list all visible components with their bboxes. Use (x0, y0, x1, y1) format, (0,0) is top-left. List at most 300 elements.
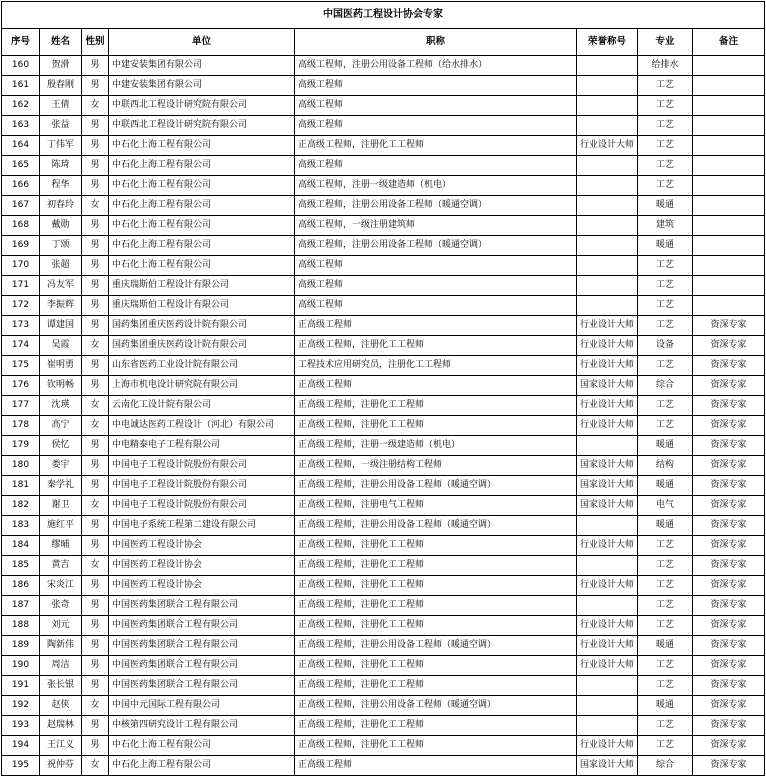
cell-gender: 男 (82, 516, 109, 536)
cell-gender: 女 (82, 396, 109, 416)
table-row (2, 556, 765, 576)
cell-specialty: 给排水 (638, 56, 693, 76)
cell-honor (577, 516, 638, 536)
cell-index: 177 (2, 396, 40, 416)
cell-remark: 资深专家 (693, 736, 765, 756)
cell-gender: 男 (82, 296, 109, 316)
table-row (2, 636, 765, 656)
cell-index: 191 (2, 676, 40, 696)
cell-honor: 行业设计大师 (577, 316, 638, 336)
table-row (2, 736, 765, 756)
cell-remark: 资深专家 (693, 616, 765, 636)
cell-index: 183 (2, 516, 40, 536)
cell-honor (577, 56, 638, 76)
cell-organization: 中石化上海工程有限公司 (109, 756, 295, 776)
cell-honor: 行业设计大师 (577, 616, 638, 636)
cell-remark: 资深专家 (693, 336, 765, 356)
cell-name: 王倩 (40, 96, 82, 116)
cell-index: 166 (2, 176, 40, 196)
table-row (2, 516, 765, 536)
cell-title: 正高级工程师，注册化工工程师 (295, 576, 577, 596)
cell-name: 丁伟军 (40, 136, 82, 156)
cell-name: 陈琦 (40, 156, 82, 176)
cell-honor (577, 696, 638, 716)
experts-table (1, 1, 765, 776)
cell-gender: 男 (82, 596, 109, 616)
cell-organization: 中国医药集团联合工程有限公司 (109, 676, 295, 696)
cell-organization: 中石化上海工程有限公司 (109, 196, 295, 216)
cell-remark (693, 296, 765, 316)
cell-gender: 男 (82, 476, 109, 496)
cell-honor (577, 196, 638, 216)
cell-title: 正高级工程师 (295, 316, 577, 336)
cell-title: 正高级工程师，注册电气工程师 (295, 496, 577, 516)
cell-title: 高级工程师 (295, 76, 577, 96)
cell-gender: 男 (82, 276, 109, 296)
cell-title: 高级工程师，注册一级建造师（机电） (295, 176, 577, 196)
cell-remark (693, 116, 765, 136)
cell-remark (693, 236, 765, 256)
cell-specialty: 设备 (638, 336, 693, 356)
cell-index: 189 (2, 636, 40, 656)
cell-honor (577, 596, 638, 616)
cell-gender: 女 (82, 756, 109, 776)
table-row (2, 76, 765, 96)
cell-honor (577, 156, 638, 176)
cell-remark: 资深专家 (693, 716, 765, 736)
cell-organization: 国药集团重庆医药设计院有限公司 (109, 316, 295, 336)
cell-remark: 资深专家 (693, 456, 765, 476)
cell-gender: 女 (82, 196, 109, 216)
table-row (2, 436, 765, 456)
cell-organization: 国药集团重庆医药设计院有限公司 (109, 336, 295, 356)
cell-title: 正高级工程师，注册公用设备工程师（暖通空调） (295, 696, 577, 716)
table-row (2, 496, 765, 516)
cell-remark (693, 156, 765, 176)
cell-name: 吴霞 (40, 336, 82, 356)
cell-organization: 中石化上海工程有限公司 (109, 236, 295, 256)
cell-honor (577, 256, 638, 276)
cell-remark: 资深专家 (693, 516, 765, 536)
cell-honor: 国家设计大师 (577, 476, 638, 496)
cell-specialty: 工艺 (638, 256, 693, 276)
table-row (2, 476, 765, 496)
cell-index: 176 (2, 376, 40, 396)
cell-index: 171 (2, 276, 40, 296)
table-row (2, 656, 765, 676)
cell-name: 张益 (40, 116, 82, 136)
cell-name: 陶新伟 (40, 636, 82, 656)
cell-title: 正高级工程师，注册化工工程师 (295, 556, 577, 576)
cell-name: 侯忆 (40, 436, 82, 456)
table-row (2, 236, 765, 256)
table-row (2, 756, 765, 776)
cell-name: 冯友军 (40, 276, 82, 296)
table-row (2, 336, 765, 356)
col-header-organization: 单位 (109, 29, 295, 56)
cell-name: 周洁 (40, 656, 82, 676)
cell-specialty: 工艺 (638, 156, 693, 176)
cell-title: 正高级工程师，注册化工工程师 (295, 536, 577, 556)
cell-gender: 女 (82, 696, 109, 716)
cell-organization: 中石化上海工程有限公司 (109, 216, 295, 236)
cell-index: 185 (2, 556, 40, 576)
cell-organization: 中国医药集团联合工程有限公司 (109, 596, 295, 616)
col-header-honor: 荣誉称号 (577, 29, 638, 56)
cell-index: 187 (2, 596, 40, 616)
table-row (2, 276, 765, 296)
col-header-specialty: 专业 (638, 29, 693, 56)
cell-name: 殷春刚 (40, 76, 82, 96)
cell-title: 正高级工程师，注册化工工程师 (295, 336, 577, 356)
cell-title: 正高级工程师 (295, 376, 577, 396)
cell-title: 高级工程师 (295, 296, 577, 316)
table-row (2, 296, 765, 316)
table-row (2, 396, 765, 416)
cell-title: 高级工程师 (295, 116, 577, 136)
cell-title: 高级工程师，一级注册建筑师 (295, 216, 577, 236)
cell-name: 宋炎江 (40, 576, 82, 596)
cell-specialty: 工艺 (638, 576, 693, 596)
cell-name: 王江义 (40, 736, 82, 756)
cell-honor: 行业设计大师 (577, 636, 638, 656)
cell-specialty: 建筑 (638, 216, 693, 236)
cell-honor (577, 76, 638, 96)
table-row (2, 176, 765, 196)
cell-name: 赵瑞林 (40, 716, 82, 736)
cell-title: 高级工程师，注册公用设备工程师（暖通空调） (295, 236, 577, 256)
cell-name: 赵侠 (40, 696, 82, 716)
cell-specialty: 工艺 (638, 556, 693, 576)
cell-specialty: 暖通 (638, 636, 693, 656)
cell-title: 正高级工程师，注册化工工程师 (295, 596, 577, 616)
cell-title: 高级工程师 (295, 276, 577, 296)
cell-name: 贺滑 (40, 56, 82, 76)
cell-index: 162 (2, 96, 40, 116)
cell-remark (693, 136, 765, 156)
cell-organization: 中国医药集团联合工程有限公司 (109, 616, 295, 636)
cell-name: 缪晡 (40, 536, 82, 556)
cell-honor (577, 676, 638, 696)
cell-index: 173 (2, 316, 40, 336)
cell-remark: 资深专家 (693, 376, 765, 396)
cell-index: 182 (2, 496, 40, 516)
cell-honor: 国家设计大师 (577, 456, 638, 476)
cell-organization: 重庆瑞斯伯工程设计有限公司 (109, 296, 295, 316)
cell-organization: 中石化上海工程有限公司 (109, 736, 295, 756)
cell-index: 167 (2, 196, 40, 216)
cell-honor: 国家设计大师 (577, 376, 638, 396)
cell-remark: 资深专家 (693, 496, 765, 516)
cell-gender: 男 (82, 716, 109, 736)
cell-title: 正高级工程师，注册化工工程师 (295, 396, 577, 416)
header-row (2, 29, 765, 56)
cell-organization: 中电诚达医药工程设计（河北）有限公司 (109, 416, 295, 436)
cell-title: 正高级工程师，注册化工工程师 (295, 136, 577, 156)
cell-remark (693, 96, 765, 116)
cell-index: 172 (2, 296, 40, 316)
table-row (2, 576, 765, 596)
cell-remark: 资深专家 (693, 436, 765, 456)
cell-name: 高宁 (40, 416, 82, 436)
cell-organization: 中建安装集团有限公司 (109, 56, 295, 76)
cell-name: 钦明畅 (40, 376, 82, 396)
cell-honor (577, 216, 638, 236)
cell-index: 186 (2, 576, 40, 596)
col-header-index: 序号 (2, 29, 40, 56)
cell-gender: 女 (82, 96, 109, 116)
cell-specialty: 工艺 (638, 276, 693, 296)
cell-name: 谭建国 (40, 316, 82, 336)
cell-gender: 男 (82, 156, 109, 176)
cell-remark: 资深专家 (693, 476, 765, 496)
cell-honor: 行业设计大师 (577, 136, 638, 156)
cell-name: 李振辉 (40, 296, 82, 316)
cell-name: 初春玲 (40, 196, 82, 216)
cell-name: 张超 (40, 256, 82, 276)
cell-gender: 男 (82, 216, 109, 236)
cell-title: 正高级工程师，注册化工工程师 (295, 616, 577, 636)
cell-gender: 男 (82, 536, 109, 556)
cell-title: 正高级工程师，注册公用设备工程师（暖通空调） (295, 516, 577, 536)
table-row (2, 716, 765, 736)
cell-title: 工程技术应用研究员，注册化工工程师 (295, 356, 577, 376)
cell-name: 刘元 (40, 616, 82, 636)
cell-organization: 中核第四研究设计工程有限公司 (109, 716, 295, 736)
cell-remark: 资深专家 (693, 756, 765, 776)
cell-honor (577, 436, 638, 456)
table-row (2, 616, 765, 636)
cell-index: 178 (2, 416, 40, 436)
cell-title: 正高级工程师，注册公用设备工程师（暖通空调） (295, 476, 577, 496)
cell-index: 170 (2, 256, 40, 276)
cell-honor: 行业设计大师 (577, 736, 638, 756)
col-header-remark: 备注 (693, 29, 765, 56)
table-row (2, 96, 765, 116)
cell-name: 谢卫 (40, 496, 82, 516)
cell-index: 188 (2, 616, 40, 636)
cell-honor (577, 556, 638, 576)
cell-name: 丁颂 (40, 236, 82, 256)
cell-specialty: 工艺 (638, 536, 693, 556)
cell-organization: 中石化上海工程有限公司 (109, 136, 295, 156)
cell-honor (577, 236, 638, 256)
cell-honor: 行业设计大师 (577, 356, 638, 376)
cell-specialty: 暖通 (638, 196, 693, 216)
cell-remark (693, 196, 765, 216)
cell-organization: 中国电子工程设计院股份有限公司 (109, 496, 295, 516)
table-row (2, 676, 765, 696)
cell-title: 高级工程师，注册公用设备工程师（给水排水） (295, 56, 577, 76)
cell-specialty: 工艺 (638, 116, 693, 136)
table-row (2, 696, 765, 716)
cell-remark: 资深专家 (693, 396, 765, 416)
cell-organization: 中国医药工程设计协会 (109, 556, 295, 576)
cell-gender: 男 (82, 736, 109, 756)
cell-organization: 中国电子工程设计院股份有限公司 (109, 476, 295, 496)
cell-gender: 男 (82, 676, 109, 696)
cell-specialty: 工艺 (638, 76, 693, 96)
cell-index: 195 (2, 756, 40, 776)
cell-title: 正高级工程师，注册化工工程师 (295, 676, 577, 696)
cell-index: 161 (2, 76, 40, 96)
cell-remark: 资深专家 (693, 696, 765, 716)
cell-gender: 男 (82, 76, 109, 96)
cell-organization: 中电精泰电子工程有限公司 (109, 436, 295, 456)
cell-index: 181 (2, 476, 40, 496)
cell-organization: 中石化上海工程有限公司 (109, 156, 295, 176)
cell-title: 正高级工程师，注册化工工程师 (295, 416, 577, 436)
cell-organization: 中石化上海工程有限公司 (109, 256, 295, 276)
cell-remark (693, 216, 765, 236)
table-row (2, 196, 765, 216)
cell-index: 193 (2, 716, 40, 736)
cell-organization: 中建安装集团有限公司 (109, 76, 295, 96)
cell-specialty: 综合 (638, 376, 693, 396)
cell-specialty: 工艺 (638, 136, 693, 156)
cell-honor (577, 296, 638, 316)
cell-name: 黄吉 (40, 556, 82, 576)
cell-gender: 男 (82, 456, 109, 476)
cell-remark (693, 276, 765, 296)
cell-title: 正高级工程师，注册化工工程师 (295, 716, 577, 736)
cell-gender: 男 (82, 256, 109, 276)
cell-organization: 山东省医药工业设计院有限公司 (109, 356, 295, 376)
cell-organization: 中联西北工程设计研究院有限公司 (109, 96, 295, 116)
table-row (2, 416, 765, 436)
col-header-gender: 性别 (82, 29, 109, 56)
cell-organization: 上海市机电设计研究院有限公司 (109, 376, 295, 396)
cell-index: 163 (2, 116, 40, 136)
table-row (2, 316, 765, 336)
cell-name: 程华 (40, 176, 82, 196)
cell-name: 祝仲芬 (40, 756, 82, 776)
cell-index: 169 (2, 236, 40, 256)
cell-honor: 行业设计大师 (577, 336, 638, 356)
cell-organization: 中国医药工程设计协会 (109, 536, 295, 556)
table-row (2, 136, 765, 156)
cell-remark: 资深专家 (693, 576, 765, 596)
cell-gender: 男 (82, 356, 109, 376)
cell-specialty: 工艺 (638, 296, 693, 316)
cell-organization: 中联西北工程设计研究院有限公司 (109, 116, 295, 136)
cell-name: 张奇 (40, 596, 82, 616)
cell-title: 高级工程师，注册公用设备工程师（暖通空调） (295, 196, 577, 216)
cell-gender: 男 (82, 616, 109, 636)
cell-remark: 资深专家 (693, 316, 765, 336)
cell-remark (693, 176, 765, 196)
cell-gender: 男 (82, 236, 109, 256)
cell-remark (693, 76, 765, 96)
cell-index: 192 (2, 696, 40, 716)
cell-honor (577, 96, 638, 116)
table-title: 中国医药工程设计协会专家 (2, 2, 765, 29)
cell-gender: 男 (82, 176, 109, 196)
cell-remark: 资深专家 (693, 596, 765, 616)
cell-specialty: 工艺 (638, 96, 693, 116)
cell-title: 正高级工程师，注册公用设备工程师（暖通空调） (295, 636, 577, 656)
table-row (2, 216, 765, 236)
cell-specialty: 工艺 (638, 616, 693, 636)
title-row (2, 2, 765, 29)
cell-gender: 男 (82, 376, 109, 396)
cell-gender: 女 (82, 336, 109, 356)
cell-organization: 中国电子系统工程第二建设有限公司 (109, 516, 295, 536)
cell-title: 正高级工程师 (295, 756, 577, 776)
cell-index: 174 (2, 336, 40, 356)
cell-name: 张长银 (40, 676, 82, 696)
cell-remark (693, 256, 765, 276)
cell-remark: 资深专家 (693, 656, 765, 676)
cell-honor (577, 176, 638, 196)
table-row (2, 256, 765, 276)
cell-index: 175 (2, 356, 40, 376)
cell-specialty: 工艺 (638, 176, 693, 196)
cell-gender: 男 (82, 576, 109, 596)
cell-specialty: 电气 (638, 496, 693, 516)
cell-specialty: 工艺 (638, 716, 693, 736)
cell-title: 高级工程师 (295, 256, 577, 276)
cell-index: 160 (2, 56, 40, 76)
cell-gender: 女 (82, 416, 109, 436)
cell-honor: 国家设计大师 (577, 756, 638, 776)
cell-remark: 资深专家 (693, 536, 765, 556)
cell-name: 施红平 (40, 516, 82, 536)
cell-specialty: 工艺 (638, 356, 693, 376)
cell-remark: 资深专家 (693, 676, 765, 696)
cell-gender: 女 (82, 496, 109, 516)
cell-specialty: 暖通 (638, 696, 693, 716)
cell-gender: 男 (82, 116, 109, 136)
cell-specialty: 工艺 (638, 676, 693, 696)
cell-honor: 国家设计大师 (577, 496, 638, 516)
cell-specialty: 暖通 (638, 516, 693, 536)
cell-gender: 男 (82, 136, 109, 156)
cell-honor: 行业设计大师 (577, 656, 638, 676)
cell-honor (577, 116, 638, 136)
cell-honor (577, 276, 638, 296)
cell-organization: 重庆瑞斯伯工程设计有限公司 (109, 276, 295, 296)
col-header-name: 姓名 (40, 29, 82, 56)
cell-specialty: 工艺 (638, 656, 693, 676)
cell-name: 崔明勇 (40, 356, 82, 376)
cell-index: 194 (2, 736, 40, 756)
cell-specialty: 工艺 (638, 736, 693, 756)
cell-title: 正高级工程师，注册化工工程师 (295, 656, 577, 676)
cell-index: 184 (2, 536, 40, 556)
cell-specialty: 工艺 (638, 416, 693, 436)
cell-honor: 行业设计大师 (577, 396, 638, 416)
cell-specialty: 工艺 (638, 396, 693, 416)
table-row (2, 156, 765, 176)
cell-specialty: 暖通 (638, 436, 693, 456)
cell-title: 正高级工程师，一级注册结构工程师 (295, 456, 577, 476)
cell-name: 沈瑛 (40, 396, 82, 416)
cell-gender: 男 (82, 316, 109, 336)
cell-organization: 中国医药工程设计协会 (109, 576, 295, 596)
table-row (2, 356, 765, 376)
cell-title: 高级工程师 (295, 96, 577, 116)
cell-organization: 中国电子工程设计院股份有限公司 (109, 456, 295, 476)
table-row (2, 596, 765, 616)
cell-name: 秦学礼 (40, 476, 82, 496)
cell-honor: 行业设计大师 (577, 536, 638, 556)
cell-organization: 中石化上海工程有限公司 (109, 176, 295, 196)
cell-specialty: 工艺 (638, 316, 693, 336)
cell-index: 164 (2, 136, 40, 156)
cell-honor (577, 716, 638, 736)
cell-index: 165 (2, 156, 40, 176)
